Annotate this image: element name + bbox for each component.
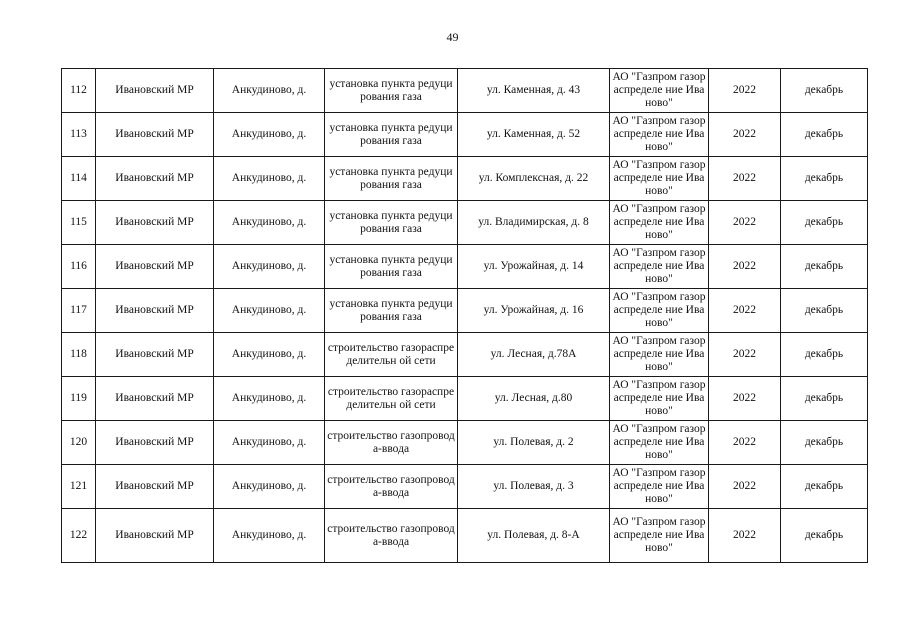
organization-cell: АО "Газпром газораспределе ние Иваново" <box>610 201 709 245</box>
locality-cell: Анкудиново, д. <box>214 289 325 333</box>
work-type-cell: строительство газопровода-ввода <box>325 509 458 563</box>
row-number-cell: 122 <box>62 509 96 563</box>
year-cell: 2022 <box>709 113 781 157</box>
gasification-table <box>61 68 868 563</box>
locality-cell: Анкудиново, д. <box>214 421 325 465</box>
organization-cell: АО "Газпром газораспределе ние Иваново" <box>610 113 709 157</box>
work-type-cell: строительство газораспределительн ой сети <box>325 333 458 377</box>
address-cell: ул. Полевая, д. 2 <box>458 421 610 465</box>
address-cell: ул. Полевая, д. 3 <box>458 465 610 509</box>
locality-cell: Анкудиново, д. <box>214 157 325 201</box>
month-cell: декабрь <box>781 377 868 421</box>
locality-cell: Анкудиново, д. <box>214 201 325 245</box>
work-type-cell: строительство газопровода-ввода <box>325 421 458 465</box>
table-row <box>62 113 868 157</box>
locality-cell: Анкудиново, д. <box>214 69 325 113</box>
organization-cell: АО "Газпром газораспределе ние Иваново" <box>610 377 709 421</box>
year-cell: 2022 <box>709 509 781 563</box>
work-type-cell: установка пункта редуцирования газа <box>325 157 458 201</box>
district-cell: Ивановский МР <box>96 421 214 465</box>
locality-cell: Анкудиново, д. <box>214 377 325 421</box>
month-cell: декабрь <box>781 509 868 563</box>
month-cell: декабрь <box>781 333 868 377</box>
page-number: 49 <box>446 30 459 44</box>
table-row <box>62 509 868 563</box>
district-cell: Ивановский МР <box>96 245 214 289</box>
table-row <box>62 333 868 377</box>
row-number-cell: 121 <box>62 465 96 509</box>
locality-cell: Анкудиново, д. <box>214 509 325 563</box>
row-number-cell: 113 <box>62 113 96 157</box>
district-cell: Ивановский МР <box>96 333 214 377</box>
address-cell: ул. Лесная, д.78А <box>458 333 610 377</box>
table-row <box>62 289 868 333</box>
address-cell: ул. Каменная, д. 43 <box>458 69 610 113</box>
row-number-cell: 112 <box>62 69 96 113</box>
row-number-cell: 116 <box>62 245 96 289</box>
address-cell: ул. Урожайная, д. 14 <box>458 245 610 289</box>
address-cell: ул. Каменная, д. 52 <box>458 113 610 157</box>
locality-cell: Анкудиново, д. <box>214 465 325 509</box>
work-type-cell: строительство газораспределительн ой сети <box>325 377 458 421</box>
district-cell: Ивановский МР <box>96 377 214 421</box>
month-cell: декабрь <box>781 421 868 465</box>
row-number-cell: 120 <box>62 421 96 465</box>
year-cell: 2022 <box>709 157 781 201</box>
district-cell: Ивановский МР <box>96 201 214 245</box>
year-cell: 2022 <box>709 201 781 245</box>
address-cell: ул. Лесная, д.80 <box>458 377 610 421</box>
table-body <box>62 69 868 563</box>
row-number-cell: 119 <box>62 377 96 421</box>
district-cell: Ивановский МР <box>96 157 214 201</box>
district-cell: Ивановский МР <box>96 289 214 333</box>
row-number-cell: 118 <box>62 333 96 377</box>
month-cell: декабрь <box>781 69 868 113</box>
table-row <box>62 421 868 465</box>
table-row <box>62 157 868 201</box>
month-cell: декабрь <box>781 201 868 245</box>
locality-cell: Анкудиново, д. <box>214 245 325 289</box>
organization-cell: АО "Газпром газораспределе ние Иваново" <box>610 289 709 333</box>
year-cell: 2022 <box>709 421 781 465</box>
table-row <box>62 245 868 289</box>
organization-cell: АО "Газпром газораспределе ние Иваново" <box>610 509 709 563</box>
table-row <box>62 69 868 113</box>
district-cell: Ивановский МР <box>96 509 214 563</box>
district-cell: Ивановский МР <box>96 69 214 113</box>
work-type-cell: установка пункта редуцирования газа <box>325 201 458 245</box>
year-cell: 2022 <box>709 333 781 377</box>
work-type-cell: установка пункта редуцирования газа <box>325 113 458 157</box>
month-cell: декабрь <box>781 465 868 509</box>
year-cell: 2022 <box>709 69 781 113</box>
work-type-cell: строительство газопровода-ввода <box>325 465 458 509</box>
organization-cell: АО "Газпром газораспределе ние Иваново" <box>610 465 709 509</box>
work-type-cell: установка пункта редуцирования газа <box>325 289 458 333</box>
year-cell: 2022 <box>709 465 781 509</box>
row-number-cell: 115 <box>62 201 96 245</box>
table-row <box>62 465 868 509</box>
organization-cell: АО "Газпром газораспределе ние Иваново" <box>610 333 709 377</box>
address-cell: ул. Урожайная, д. 16 <box>458 289 610 333</box>
work-type-cell: установка пункта редуцирования газа <box>325 69 458 113</box>
organization-cell: АО "Газпром газораспределе ние Иваново" <box>610 157 709 201</box>
year-cell: 2022 <box>709 289 781 333</box>
month-cell: декабрь <box>781 157 868 201</box>
year-cell: 2022 <box>709 245 781 289</box>
month-cell: декабрь <box>781 113 868 157</box>
month-cell: декабрь <box>781 245 868 289</box>
district-cell: Ивановский МР <box>96 465 214 509</box>
organization-cell: АО "Газпром газораспределе ние Иваново" <box>610 69 709 113</box>
address-cell: ул. Комплексная, д. 22 <box>458 157 610 201</box>
row-number-cell: 114 <box>62 157 96 201</box>
district-cell: Ивановский МР <box>96 113 214 157</box>
row-number-cell: 117 <box>62 289 96 333</box>
locality-cell: Анкудиново, д. <box>214 333 325 377</box>
organization-cell: АО "Газпром газораспределе ние Иваново" <box>610 421 709 465</box>
table-row <box>62 377 868 421</box>
month-cell: декабрь <box>781 289 868 333</box>
year-cell: 2022 <box>709 377 781 421</box>
address-cell: ул. Полевая, д. 8-А <box>458 509 610 563</box>
organization-cell: АО "Газпром газораспределе ние Иваново" <box>610 245 709 289</box>
locality-cell: Анкудиново, д. <box>214 113 325 157</box>
table-row <box>62 201 868 245</box>
address-cell: ул. Владимирская, д. 8 <box>458 201 610 245</box>
work-type-cell: установка пункта редуцирования газа <box>325 245 458 289</box>
